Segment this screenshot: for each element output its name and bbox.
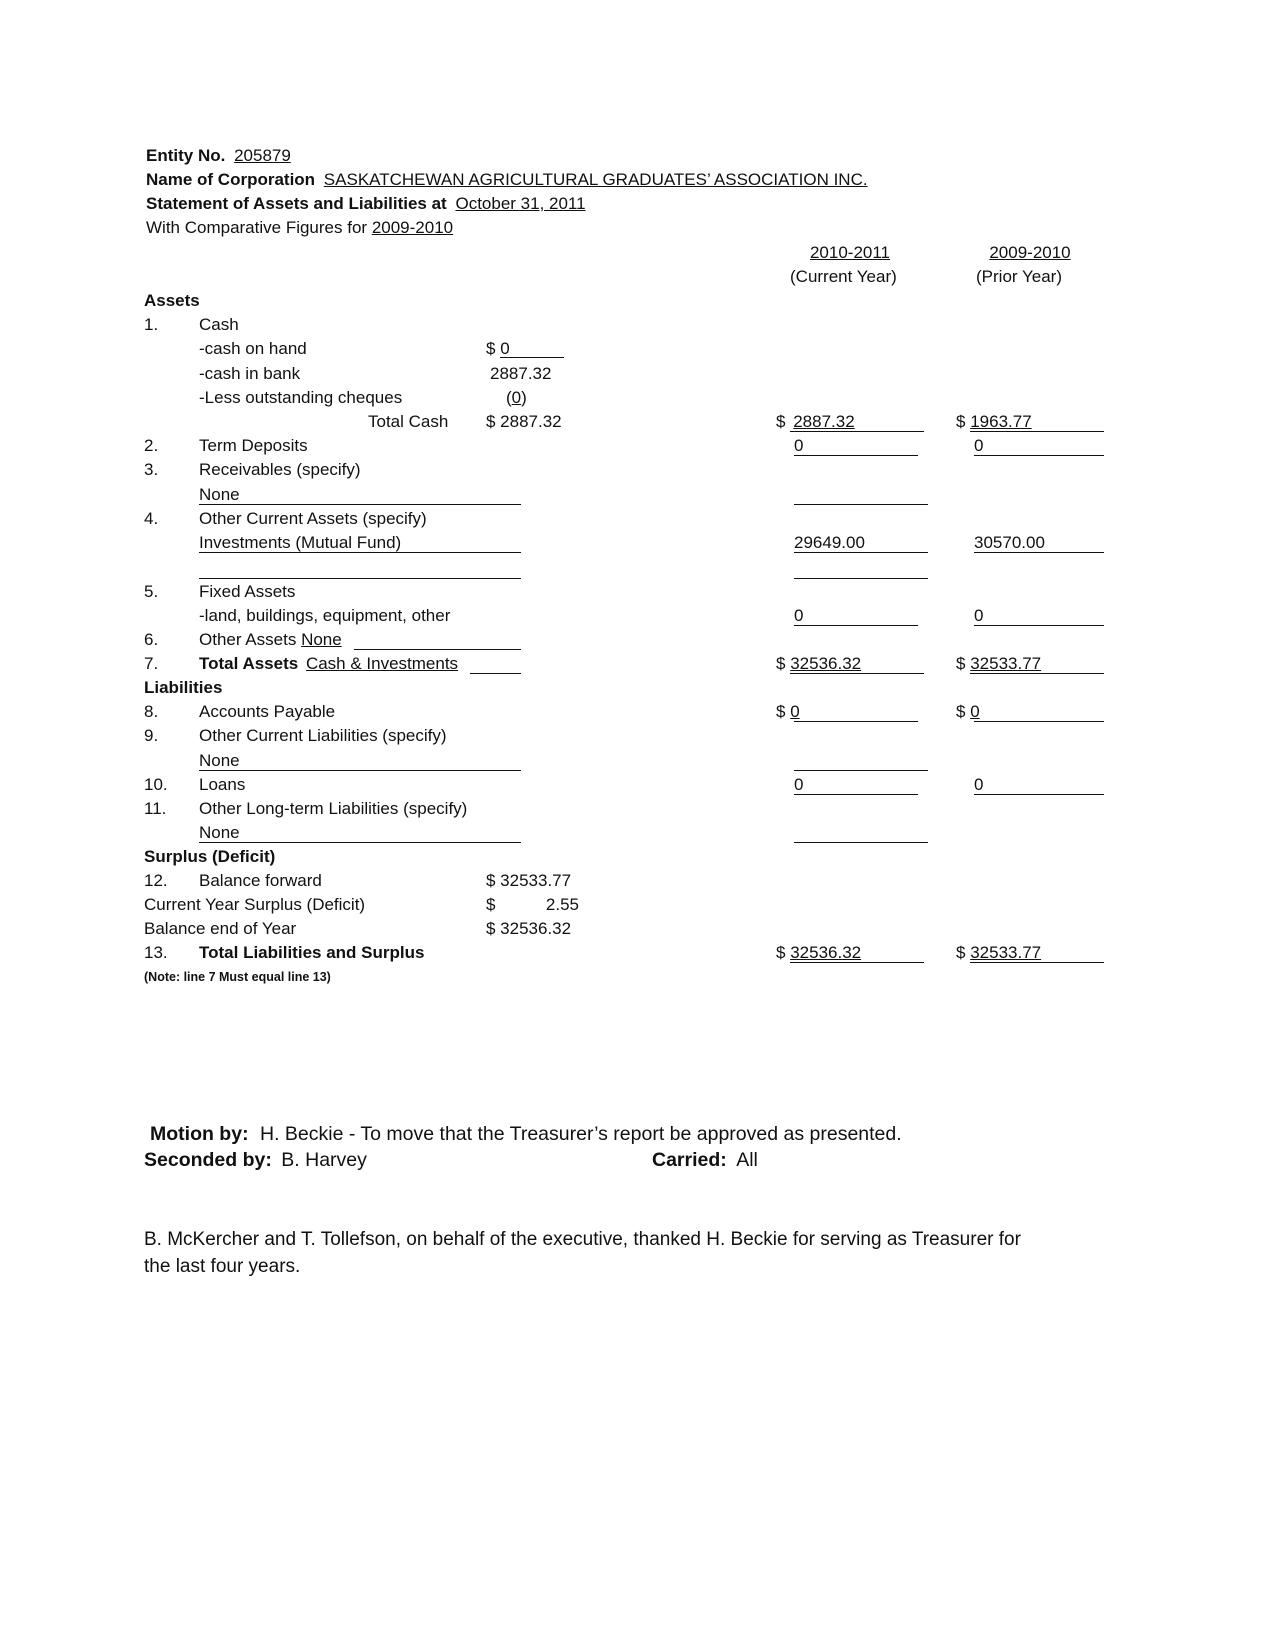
current-year-surplus-value: 2.55 [545, 895, 579, 914]
total-assets-current: $ 32536.32 [776, 654, 862, 673]
underline [199, 504, 521, 505]
motion-line [150, 1122, 902, 1146]
underline [974, 552, 1104, 553]
entity-number: 205879 [234, 146, 291, 165]
corporation-label: Name of Corporation [146, 170, 316, 189]
current-year-surplus-label: Current Year Surplus (Deficit) [144, 895, 366, 914]
other-current-assets-prior: 30570.00 [974, 533, 1045, 552]
comparative-label: With Comparative Figures for [146, 218, 368, 237]
underline [199, 578, 521, 579]
other-current-liabilities-label: Other Current Liabilities (specify) [199, 726, 447, 745]
balance-note: (Note: line 7 Must equal line 13) [144, 970, 331, 984]
total-assets-line: Total Assets Cash & Investments [199, 654, 459, 673]
cash-in-bank-value: 2887.32 [490, 364, 552, 383]
cash-on-hand-label: -cash on hand [199, 339, 307, 358]
underline [794, 721, 918, 722]
statement-line [146, 194, 586, 214]
loans-label: Loans [199, 775, 246, 794]
total-liabilities-surplus-current: $ 32536.32 [776, 943, 862, 962]
underline [790, 962, 924, 963]
total-cash-prior: $ 1963.77 [956, 412, 1032, 431]
line-number: 4. [144, 509, 159, 528]
underline [970, 431, 1104, 432]
current-year-surplus-sign: $ [486, 895, 496, 914]
cash-label: Cash [199, 315, 239, 334]
line-number: 7. [144, 654, 159, 673]
term-deposits-prior: 0 [974, 436, 984, 455]
underline [790, 673, 924, 674]
total-assets-prior: $ 32533.77 [956, 654, 1042, 673]
seconded-line [144, 1148, 367, 1172]
corporation-line [146, 170, 868, 190]
long-term-liabilities-detail: None [199, 823, 240, 842]
underline [794, 794, 918, 795]
term-deposits-label: Term Deposits [199, 436, 308, 455]
cash-on-hand-value: $ 0 [486, 339, 510, 358]
accounts-payable-label: Accounts Payable [199, 702, 336, 721]
seconded-by: B. Harvey [281, 1149, 367, 1171]
loans-current: 0 [794, 775, 804, 794]
balance-forward-value: $ 32533.77 [486, 871, 572, 890]
cash-in-bank-label: -cash in bank [199, 364, 301, 383]
balance-forward-label: Balance forward [199, 871, 322, 890]
fixed-assets-current: 0 [794, 606, 804, 625]
prior-year-header: 2009-2010 [989, 243, 1071, 262]
underline [794, 770, 928, 771]
underline [790, 431, 924, 432]
statement-label: Statement of Assets and Liabilities at [146, 194, 447, 213]
fixed-assets-detail: -land, buildings, equipment, other [199, 606, 451, 625]
line-number: 6. [144, 630, 159, 649]
motion-label: Motion by: [150, 1123, 249, 1145]
total-cash-label: Total Cash [368, 412, 449, 431]
underline [199, 552, 521, 553]
loans-prior: 0 [974, 775, 984, 794]
underline [974, 455, 1104, 456]
line-number: 11. [144, 799, 167, 818]
long-term-liabilities-label: Other Long-term Liabilities (specify) [199, 799, 468, 818]
other-current-assets-label: Other Current Assets (specify) [199, 509, 427, 528]
fixed-assets-prior: 0 [974, 606, 984, 625]
underline [199, 770, 521, 771]
balance-end-value: $ 32536.32 [486, 919, 572, 938]
term-deposits-current: 0 [794, 436, 804, 455]
line-number: 8. [144, 702, 159, 721]
underline [794, 578, 928, 579]
line-number: 2. [144, 436, 159, 455]
other-current-assets-detail: Investments (Mutual Fund) [199, 533, 402, 552]
accounts-payable-current: $ 0 [776, 702, 800, 721]
less-outstanding-value: (0) [506, 388, 527, 407]
underline [794, 504, 928, 505]
total-liabilities-surplus-prior: $ 32533.77 [956, 943, 1042, 962]
receivables-label: Receivables (specify) [199, 460, 361, 479]
line-number: 5. [144, 582, 159, 601]
closing-line-2: the last four years. [144, 1256, 301, 1277]
line-number: 10. [144, 775, 168, 794]
underline [974, 794, 1104, 795]
assets-heading: Assets [144, 291, 200, 310]
seconded-label: Seconded by: [144, 1149, 272, 1171]
total-cash-current: $ 2887.32 [776, 412, 855, 431]
underline [354, 649, 521, 650]
less-outstanding-label: -Less outstanding cheques [199, 388, 403, 407]
statement-date: October 31, 2011 [455, 194, 586, 213]
line-number: 12. [144, 871, 168, 890]
underline [500, 357, 564, 358]
underline [794, 455, 918, 456]
comparative-line [146, 218, 453, 238]
comparative-years: 2009-2010 [371, 218, 454, 237]
underline [970, 673, 1104, 674]
underline [794, 552, 928, 553]
closing-line-1: B. McKercher and T. Tollefson, on behalf of the executive, thanked H. Beckie for serving as Treasurer for [144, 1229, 1021, 1250]
line-number: 1. [144, 315, 159, 334]
underline [970, 962, 1104, 963]
current-year-subheader: (Current Year) [790, 267, 897, 286]
total-liabilities-surplus-label: Total Liabilities and Surplus [199, 943, 425, 962]
entity-line [146, 146, 291, 166]
line-number: 3. [144, 460, 159, 479]
line-number: 13. [144, 943, 168, 962]
surplus-heading: Surplus (Deficit) [144, 847, 276, 866]
total-cash-value: $ 2887.32 [486, 412, 562, 431]
balance-end-label: Balance end of Year [144, 919, 297, 938]
accounts-payable-prior: $ 0 [956, 702, 980, 721]
line-number: 9. [144, 726, 159, 745]
carried-value: All [736, 1149, 758, 1171]
other-current-assets-current: 29649.00 [794, 533, 865, 552]
corporation-name: SASKATCHEWAN AGRICULTURAL GRADUATES’ ASSOCIATION INC. [323, 170, 868, 189]
other-assets-line: Other Assets None [199, 630, 342, 649]
underline [974, 625, 1104, 626]
motion-text: H. Beckie - To move that the Treasurer’s report be approved as presented. [259, 1123, 902, 1145]
current-year-header: 2010-2011 [809, 243, 891, 262]
underline [974, 721, 1104, 722]
underline [199, 842, 521, 843]
liabilities-heading: Liabilities [144, 678, 223, 697]
prior-year-subheader: (Prior Year) [976, 267, 1062, 286]
other-current-liabilities-detail: None [199, 751, 240, 770]
carried-line [652, 1148, 758, 1172]
fixed-assets-label: Fixed Assets [199, 582, 296, 601]
carried-label: Carried: [652, 1149, 727, 1171]
underline [470, 673, 521, 674]
underline [794, 625, 918, 626]
entity-label: Entity No. [146, 146, 226, 165]
underline [794, 842, 928, 843]
receivables-detail: None [199, 485, 240, 504]
